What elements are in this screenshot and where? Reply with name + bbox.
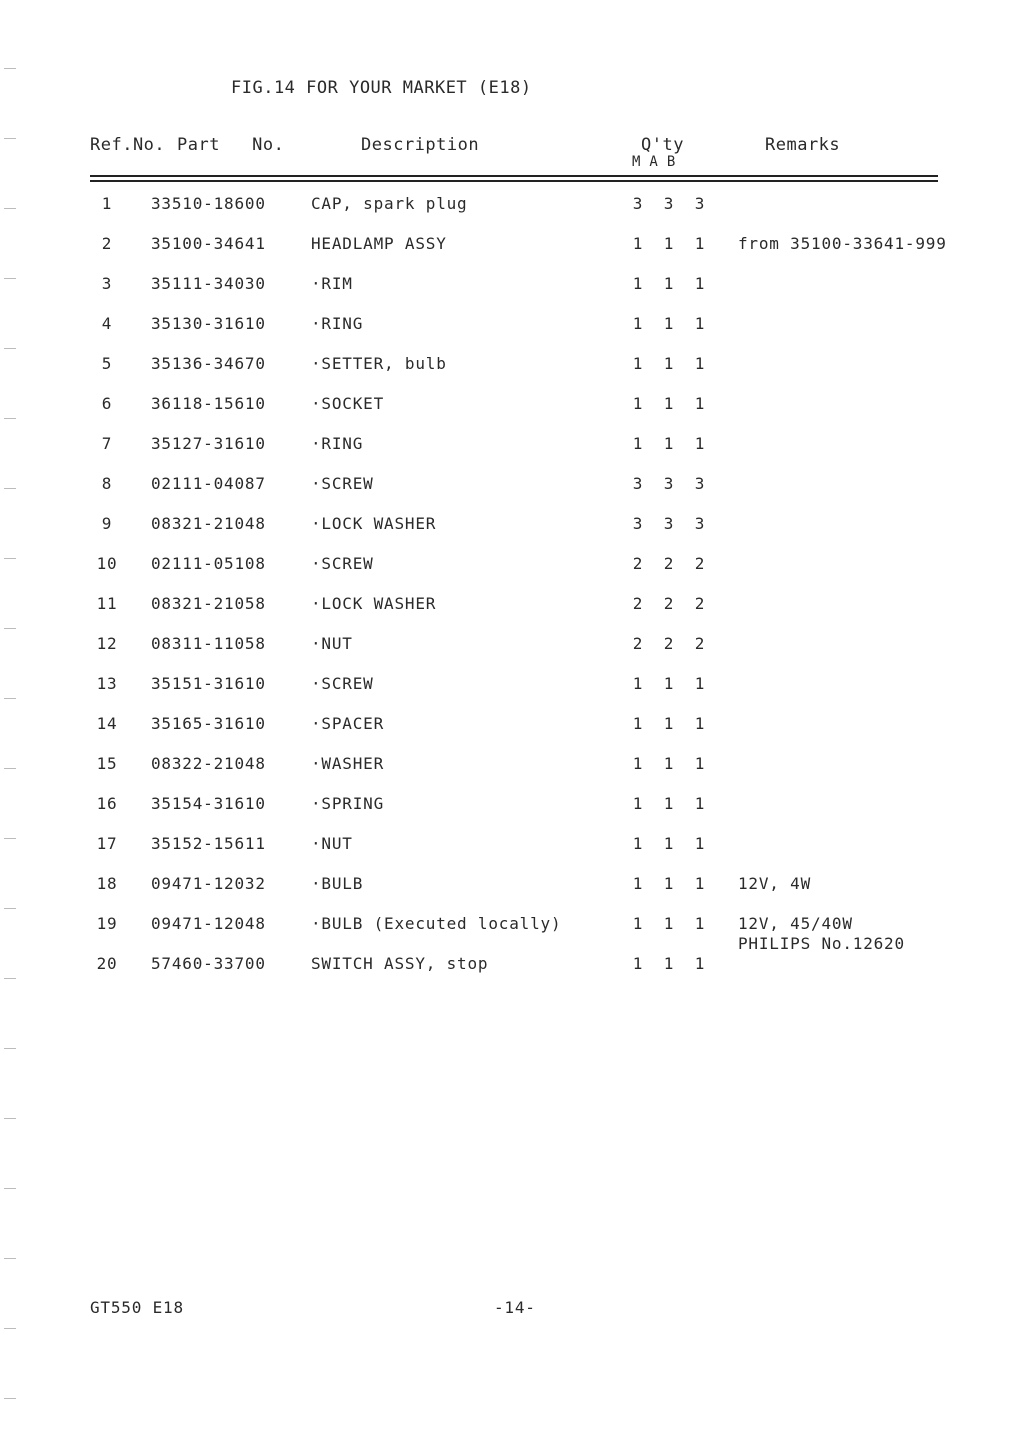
ref-cell: 1	[101, 194, 113, 213]
ref-cell: 11	[96, 594, 118, 613]
ref-cell: 18	[96, 874, 118, 893]
qty-b-cell: 1	[694, 674, 706, 693]
description-cell: ·RING	[311, 314, 364, 333]
part-number-cell: 35100-34641	[151, 234, 266, 253]
description-cell: ·SCREW	[311, 474, 374, 493]
qty-m-cell: 1	[632, 394, 644, 413]
qty-b-cell: 3	[694, 514, 706, 533]
header-qty: Q'ty	[641, 135, 684, 155]
qty-b-cell: 1	[694, 274, 706, 293]
part-number-cell: 35165-31610	[151, 714, 266, 733]
description-cell: ·SCREW	[311, 674, 374, 693]
part-number-cell: 33510-18600	[151, 194, 266, 213]
part-number-cell: 09471-12048	[151, 914, 266, 933]
description-cell: ·LOCK WASHER	[311, 594, 437, 613]
qty-a-cell: 2	[663, 554, 675, 573]
qty-b-cell: 2	[694, 554, 706, 573]
qty-a-cell: 3	[663, 514, 675, 533]
qty-m-cell: 1	[632, 234, 644, 253]
qty-b-cell: 1	[694, 434, 706, 453]
ref-cell: 6	[101, 394, 113, 413]
qty-b-cell: 1	[694, 714, 706, 733]
qty-a-cell: 1	[663, 714, 675, 733]
description-cell: HEADLAMP ASSY	[311, 234, 447, 253]
qty-a-cell: 1	[663, 354, 675, 373]
qty-a-cell: 1	[663, 434, 675, 453]
part-number-cell: 02111-05108	[151, 554, 266, 573]
qty-m-cell: 1	[632, 314, 644, 333]
header-ref-no: Ref.No.	[90, 135, 166, 155]
part-number-cell: 08321-21058	[151, 594, 266, 613]
ref-cell: 20	[96, 954, 118, 973]
description-cell: ·WASHER	[311, 754, 385, 773]
header-rule-bottom	[90, 180, 938, 182]
qty-a-cell: 1	[663, 314, 675, 333]
header-part-no: Part No.	[177, 135, 285, 155]
qty-b-cell: 1	[694, 354, 706, 373]
qty-a-cell: 2	[663, 634, 675, 653]
qty-b-cell: 1	[694, 914, 706, 933]
qty-m-cell: 3	[632, 514, 644, 533]
description-cell: ·BULB (Executed locally)	[311, 914, 562, 933]
ref-cell: 4	[101, 314, 113, 333]
header-remarks: Remarks	[765, 135, 841, 155]
header-description: Description	[361, 135, 480, 155]
qty-a-cell: 1	[663, 834, 675, 853]
qty-a-cell: 1	[663, 914, 675, 933]
qty-a-cell: 3	[663, 194, 675, 213]
description-cell: ·LOCK WASHER	[311, 514, 437, 533]
qty-b-cell: 1	[694, 834, 706, 853]
qty-a-cell: 1	[663, 274, 675, 293]
part-number-cell: 35154-31610	[151, 794, 266, 813]
header-rule-top	[90, 175, 938, 177]
qty-a-cell: 1	[663, 234, 675, 253]
remarks-cell: from 35100-33641-999	[738, 234, 947, 253]
qty-b-cell: 1	[694, 874, 706, 893]
qty-m-cell: 2	[632, 554, 644, 573]
qty-a-cell: 1	[663, 394, 675, 413]
ref-cell: 19	[96, 914, 118, 933]
ref-cell: 2	[101, 234, 113, 253]
description-cell: CAP, spark plug	[311, 194, 468, 213]
part-number-cell: 09471-12032	[151, 874, 266, 893]
qty-b-cell: 1	[694, 314, 706, 333]
qty-m-cell: 1	[632, 274, 644, 293]
qty-m-cell: 2	[632, 594, 644, 613]
qty-m-cell: 1	[632, 834, 644, 853]
page-title: FIG.14 FOR YOUR MARKET (E18)	[231, 78, 532, 98]
description-cell: SWITCH ASSY, stop	[311, 954, 489, 973]
ref-cell: 9	[101, 514, 113, 533]
ref-cell: 12	[96, 634, 118, 653]
qty-m-cell: 2	[632, 634, 644, 653]
qty-b-cell: 3	[694, 194, 706, 213]
ref-cell: 17	[96, 834, 118, 853]
description-cell: ·RIM	[311, 274, 353, 293]
remarks-cell: 12V, 45/40W PHILIPS No.12620	[738, 914, 905, 953]
qty-m-cell: 1	[632, 674, 644, 693]
ref-cell: 14	[96, 714, 118, 733]
description-cell: ·SETTER, bulb	[311, 354, 447, 373]
description-cell: ·SCREW	[311, 554, 374, 573]
qty-a-cell: 1	[663, 954, 675, 973]
qty-m-cell: 1	[632, 914, 644, 933]
ref-cell: 10	[96, 554, 118, 573]
qty-b-cell: 1	[694, 394, 706, 413]
qty-m-cell: 1	[632, 874, 644, 893]
qty-a-cell: 1	[663, 794, 675, 813]
qty-m-cell: 3	[632, 474, 644, 493]
qty-a-cell: 1	[663, 874, 675, 893]
remarks-cell: 12V, 4W	[738, 874, 812, 893]
ref-cell: 3	[101, 274, 113, 293]
qty-b-cell: 1	[694, 234, 706, 253]
qty-b-cell: 1	[694, 754, 706, 773]
qty-m-cell: 1	[632, 754, 644, 773]
qty-a-cell: 1	[663, 674, 675, 693]
qty-a-cell: 2	[663, 594, 675, 613]
part-number-cell: 35151-31610	[151, 674, 266, 693]
part-number-cell: 36118-15610	[151, 394, 266, 413]
ref-cell: 13	[96, 674, 118, 693]
qty-b-cell: 1	[694, 794, 706, 813]
qty-m-cell: 1	[632, 354, 644, 373]
ref-cell: 5	[101, 354, 113, 373]
qty-a-cell: 3	[663, 474, 675, 493]
ref-cell: 16	[96, 794, 118, 813]
qty-m-cell: 1	[632, 794, 644, 813]
footer-model: GT550 E18	[90, 1298, 184, 1317]
qty-b-cell: 3	[694, 474, 706, 493]
description-cell: ·BULB	[311, 874, 364, 893]
part-number-cell: 08311-11058	[151, 634, 266, 653]
ref-cell: 15	[96, 754, 118, 773]
description-cell: ·SOCKET	[311, 394, 385, 413]
qty-b-cell: 2	[694, 634, 706, 653]
part-number-cell: 35127-31610	[151, 434, 266, 453]
part-number-cell: 35111-34030	[151, 274, 266, 293]
description-cell: ·SPACER	[311, 714, 385, 733]
qty-b-cell: 1	[694, 954, 706, 973]
part-number-cell: 08321-21048	[151, 514, 266, 533]
description-cell: ·SPRING	[311, 794, 385, 813]
header-qty-columns: MAB	[632, 154, 685, 170]
part-number-cell: 57460-33700	[151, 954, 266, 973]
part-number-cell: 35130-31610	[151, 314, 266, 333]
description-cell: ·NUT	[311, 634, 353, 653]
qty-m-cell: 3	[632, 194, 644, 213]
ref-cell: 8	[101, 474, 113, 493]
part-number-cell: 35152-15611	[151, 834, 266, 853]
qty-m-cell: 1	[632, 954, 644, 973]
part-number-cell: 08322-21048	[151, 754, 266, 773]
qty-m-cell: 1	[632, 714, 644, 733]
qty-a-cell: 1	[663, 754, 675, 773]
description-cell: ·RING	[311, 434, 364, 453]
part-number-cell: 35136-34670	[151, 354, 266, 373]
ref-cell: 7	[101, 434, 113, 453]
footer-page-number: -14-	[494, 1298, 536, 1317]
description-cell: ·NUT	[311, 834, 353, 853]
part-number-cell: 02111-04087	[151, 474, 266, 493]
qty-m-cell: 1	[632, 434, 644, 453]
qty-b-cell: 2	[694, 594, 706, 613]
